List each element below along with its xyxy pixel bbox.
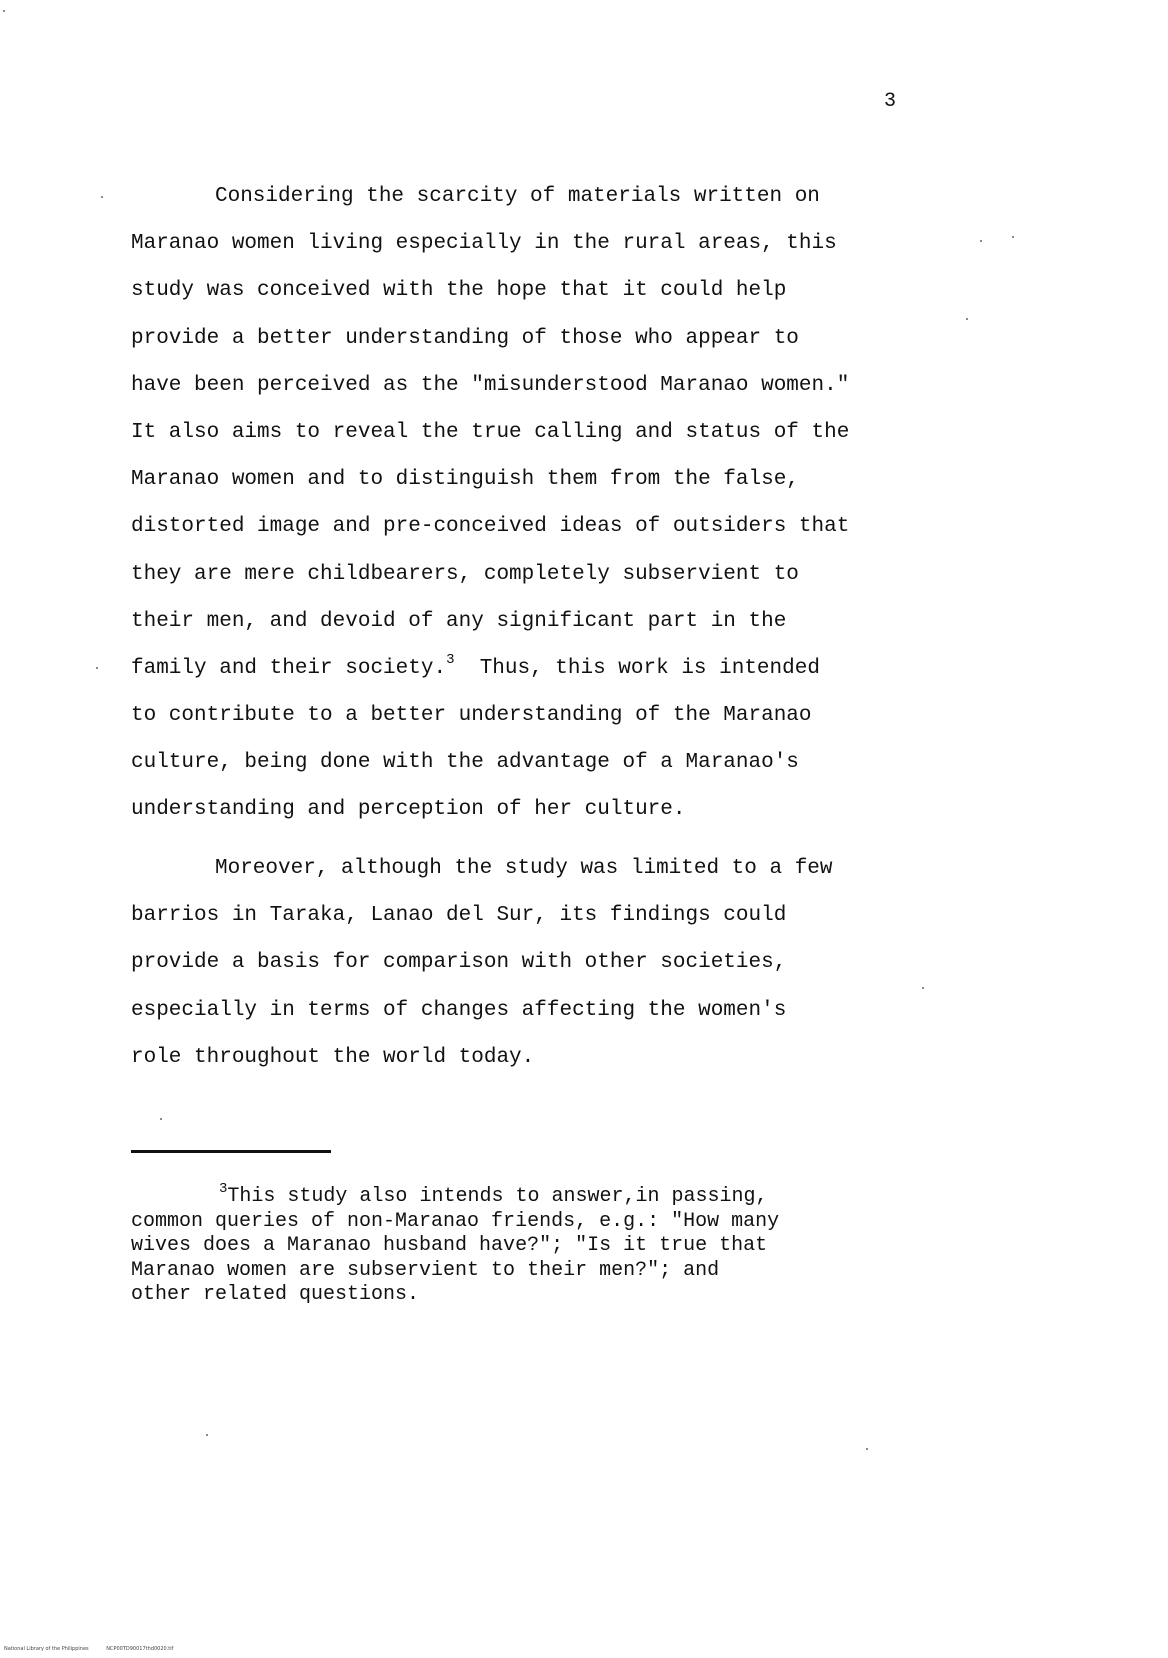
- text-line: provide a basis for comparison with other societies,: [131, 951, 787, 975]
- footnote-marker: 3: [219, 1181, 228, 1197]
- footnote-divider: [131, 1150, 331, 1153]
- text-line-with-footnote: [131, 645, 951, 692]
- text-line: understanding and perception of her culture.: [131, 798, 686, 822]
- footnote-line: [131, 1181, 931, 1210]
- scan-speck: [3, 10, 5, 12]
- footnote-line: Maranao women are subservient to their men?"; and: [131, 1258, 720, 1282]
- text-segment: Thus, this work is intended: [479, 656, 820, 680]
- scan-library: National Library of the Philippines: [4, 1646, 89, 1652]
- text-segment: family and their society.: [131, 656, 447, 680]
- scan-speck: [922, 987, 924, 989]
- scan-speck: [206, 1434, 208, 1436]
- page-number: 3: [884, 90, 897, 113]
- scan-speck: [101, 196, 103, 198]
- text-line: their men, and devoid of any significant part in the: [131, 609, 787, 633]
- text-line: to contribute to a better understanding of the Maranao: [131, 704, 812, 728]
- text-line: distorted image and pre-conceived ideas of outsiders that: [131, 515, 850, 539]
- text-line: have been perceived as the "misunderstood Maranao women.": [131, 373, 850, 397]
- footnote: [131, 1181, 931, 1308]
- footnote-reference: 3: [446, 651, 455, 668]
- scan-speck: [980, 240, 982, 242]
- scan-filename: NCP00TD90017thd0020.tif: [106, 1646, 174, 1652]
- text-line: It also aims to reveal the true calling and status of the: [131, 420, 850, 444]
- text-line: Moreover, although the study was limited to a few: [215, 857, 833, 880]
- text-line: especially in terms of changes affecting the women's: [131, 998, 787, 1022]
- scan-speck: [160, 1118, 162, 1120]
- scan-speck: [866, 1448, 868, 1450]
- footnote-line: other related questions.: [131, 1283, 420, 1306]
- text-line: Considering the scarcity of materials written on: [215, 185, 820, 208]
- text-line: barrios in Taraka, Lanao del Sur, its findings could: [131, 904, 787, 928]
- text-line: study was conceived with the hope that it could help: [131, 279, 787, 303]
- paragraph-1: [131, 173, 951, 834]
- scan-speck: [96, 667, 98, 669]
- text-line: provide a better understanding of those who appear to: [131, 326, 799, 350]
- footnote-line: wives does a Maranao husband have?"; "Is it true that: [131, 1234, 768, 1257]
- paragraph-2: [131, 845, 951, 1081]
- text-line: culture, being done with the advantage of a Maranao's: [131, 751, 799, 775]
- text-line: Maranao women living especially in the rural areas, this: [131, 232, 837, 256]
- scan-speck: [1012, 236, 1014, 238]
- footnote-text: This study also intends to answer,in passing,: [227, 1185, 768, 1208]
- text-line: role throughout the world today.: [131, 1045, 535, 1069]
- scan-speck: [966, 318, 968, 320]
- text-line: Maranao women and to distinguish them from the false,: [131, 468, 799, 492]
- text-line: they are mere childbearers, completely subservient to: [131, 562, 799, 586]
- footnote-line: common queries of non-Maranao friends, e.g.: "How many: [131, 1209, 780, 1233]
- scan-footer: [4, 1646, 189, 1652]
